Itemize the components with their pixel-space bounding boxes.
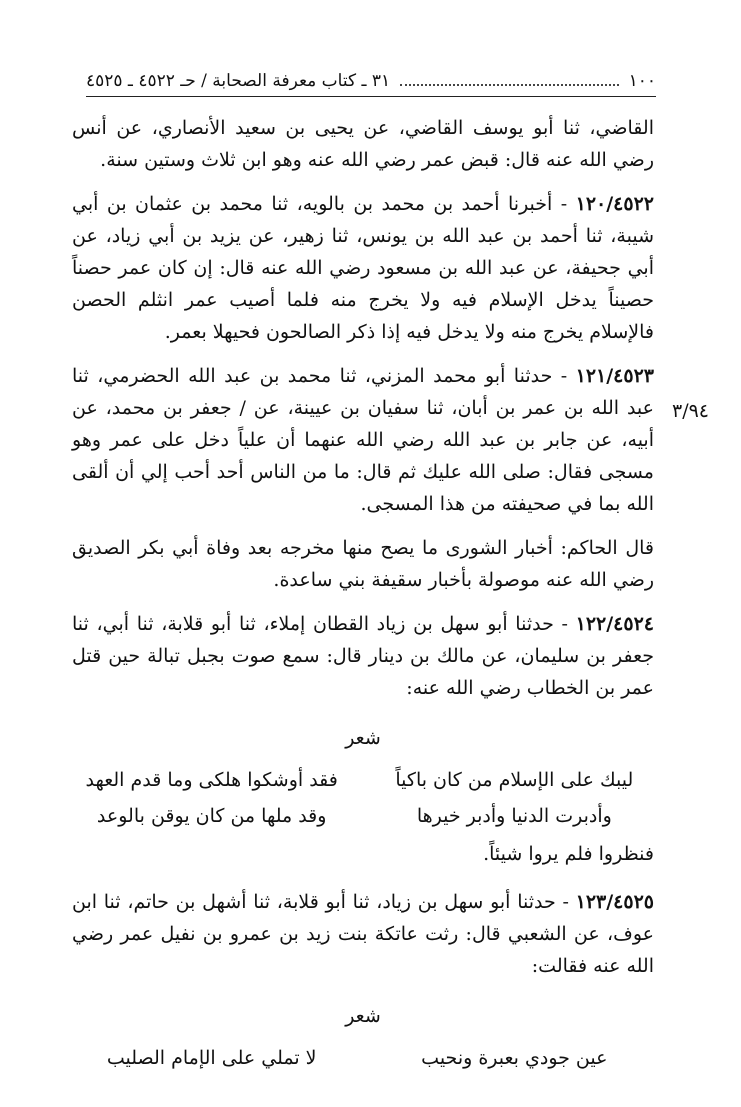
poem-tail <box>72 838 654 870</box>
verse-hemistich: فقد أوشكوا هلكى وما قدم العهد <box>85 769 338 791</box>
page-number: ١٠٠ <box>628 71 656 91</box>
verse-hemistich: وأدبرت الدنيا وأدبر خيرها <box>416 805 612 827</box>
hadith-4523 <box>72 360 654 520</box>
hakim-note <box>72 532 654 596</box>
hadith-text: - حدثنا أبو سهل بن زياد، ثنا أبو قلابة، ثنا أشهل بن حاتم، ثنا ابن عوف، عن الشعبي قال: رثت عاتكة بنت زيد بن عمرو بن نفيل عمر رضي الله عنه فقالت: <box>72 891 654 977</box>
hadith-number: ١٢٣/٤٥٢٥ <box>575 891 654 913</box>
verse-hemistich: وقد ملها من كان يوقن بالوعد <box>96 805 327 827</box>
running-title: ٣١ ـ كتاب معرفة الصحابة / حـ ٤٥٢٢ ـ ٤٥٢٥ <box>86 71 391 91</box>
hadith-4525 <box>72 886 654 982</box>
poem-verse <box>72 1042 654 1074</box>
poem-title: شعر <box>345 1005 381 1027</box>
paragraph-text: القاضي، ثنا أبو يوسف القاضي، عن يحيى بن سعيد الأنصاري، عن أنس رضي الله عنه قال: قبض عمر رضي الله عنه وهو ابن ثلاث وستين سنة. <box>72 117 654 171</box>
paragraph-text: فنظروا فلم يروا شيئاً. <box>483 843 654 865</box>
hadith-4522 <box>72 188 654 348</box>
poem-title: شعر <box>345 727 381 749</box>
hadith-number: ١٢٠/٤٥٢٢ <box>575 193 654 215</box>
page-body <box>72 112 654 1078</box>
page-header <box>86 66 656 96</box>
hadith-text: - حدثنا أبو محمد المزني، ثنا محمد بن عبد الله الحضرمي، ثنا عبد الله بن عمر بن أبان، ثنا سفيان بن عيينة، عن / جعفر بن محمد، عن أبيه، عن جابر بن عبد الله رضي الله عنهما أن علياً دخل على عمر وهو مسجى فقال: صلى الله عليك ثم قال: ما من الناس أحد أحب إلي أن ألقى الله بما في صحيفته من هذا المسجى. <box>72 365 654 515</box>
verse-hemistich: لا تملي على الإمام الصليب <box>106 1047 317 1069</box>
verse-hemistich: ليبك على الإسلام من كان باكياً <box>395 769 634 791</box>
poem-verse <box>72 764 654 796</box>
poem-verse <box>72 800 654 832</box>
hadith-number: ١٢٢/٤٥٢٤ <box>575 613 654 635</box>
hadith-text: - أخبرنا أحمد بن محمد بن بالويه، ثنا محمد بن عثمان بن أبي شيبة، ثنا أحمد بن عبد الله بن يونس، ثنا زهير، عن يزيد بن أبي زياد، عن أبي جحيفة، عن عبد الله بن مسعود رضي الله عنه قال: إن كان عمر حصناً حصيناً يدخل الإسلام فيه ولا يخرج منه فلما أصيب عمر انثلم الحصن فالإسلام يخرج منه ولا يدخل فيه إذا ذكر الصالحون فحيهلا بعمر. <box>72 193 654 343</box>
verse-hemistich: عين جودي بعبرة ونحيب <box>421 1047 608 1069</box>
header-rule <box>86 96 656 97</box>
hadith-text: - حدثنا أبو سهل بن زياد القطان إملاء، ثنا أبو قلابة، ثنا أبي، ثنا جعفر بن سليمان، عن مالك بن دينار قال: سمع صوت بجبل تبالة حين قتل عمر بن الخطاب رضي الله عنه: <box>72 613 654 699</box>
hadith-number: ١٢١/٤٥٢٣ <box>575 365 654 387</box>
margin-reference: ٣/٩٤ <box>672 400 710 422</box>
paragraph-text: قال الحاكم: أخبار الشورى ما يصح منها مخرجه بعد وفاة أبي بكر الصديق رضي الله عنه موصولة بأخبار سقيفة بني ساعدة. <box>72 537 654 591</box>
header-dots <box>400 84 618 86</box>
paragraph <box>72 112 654 176</box>
hadith-4524 <box>72 608 654 704</box>
